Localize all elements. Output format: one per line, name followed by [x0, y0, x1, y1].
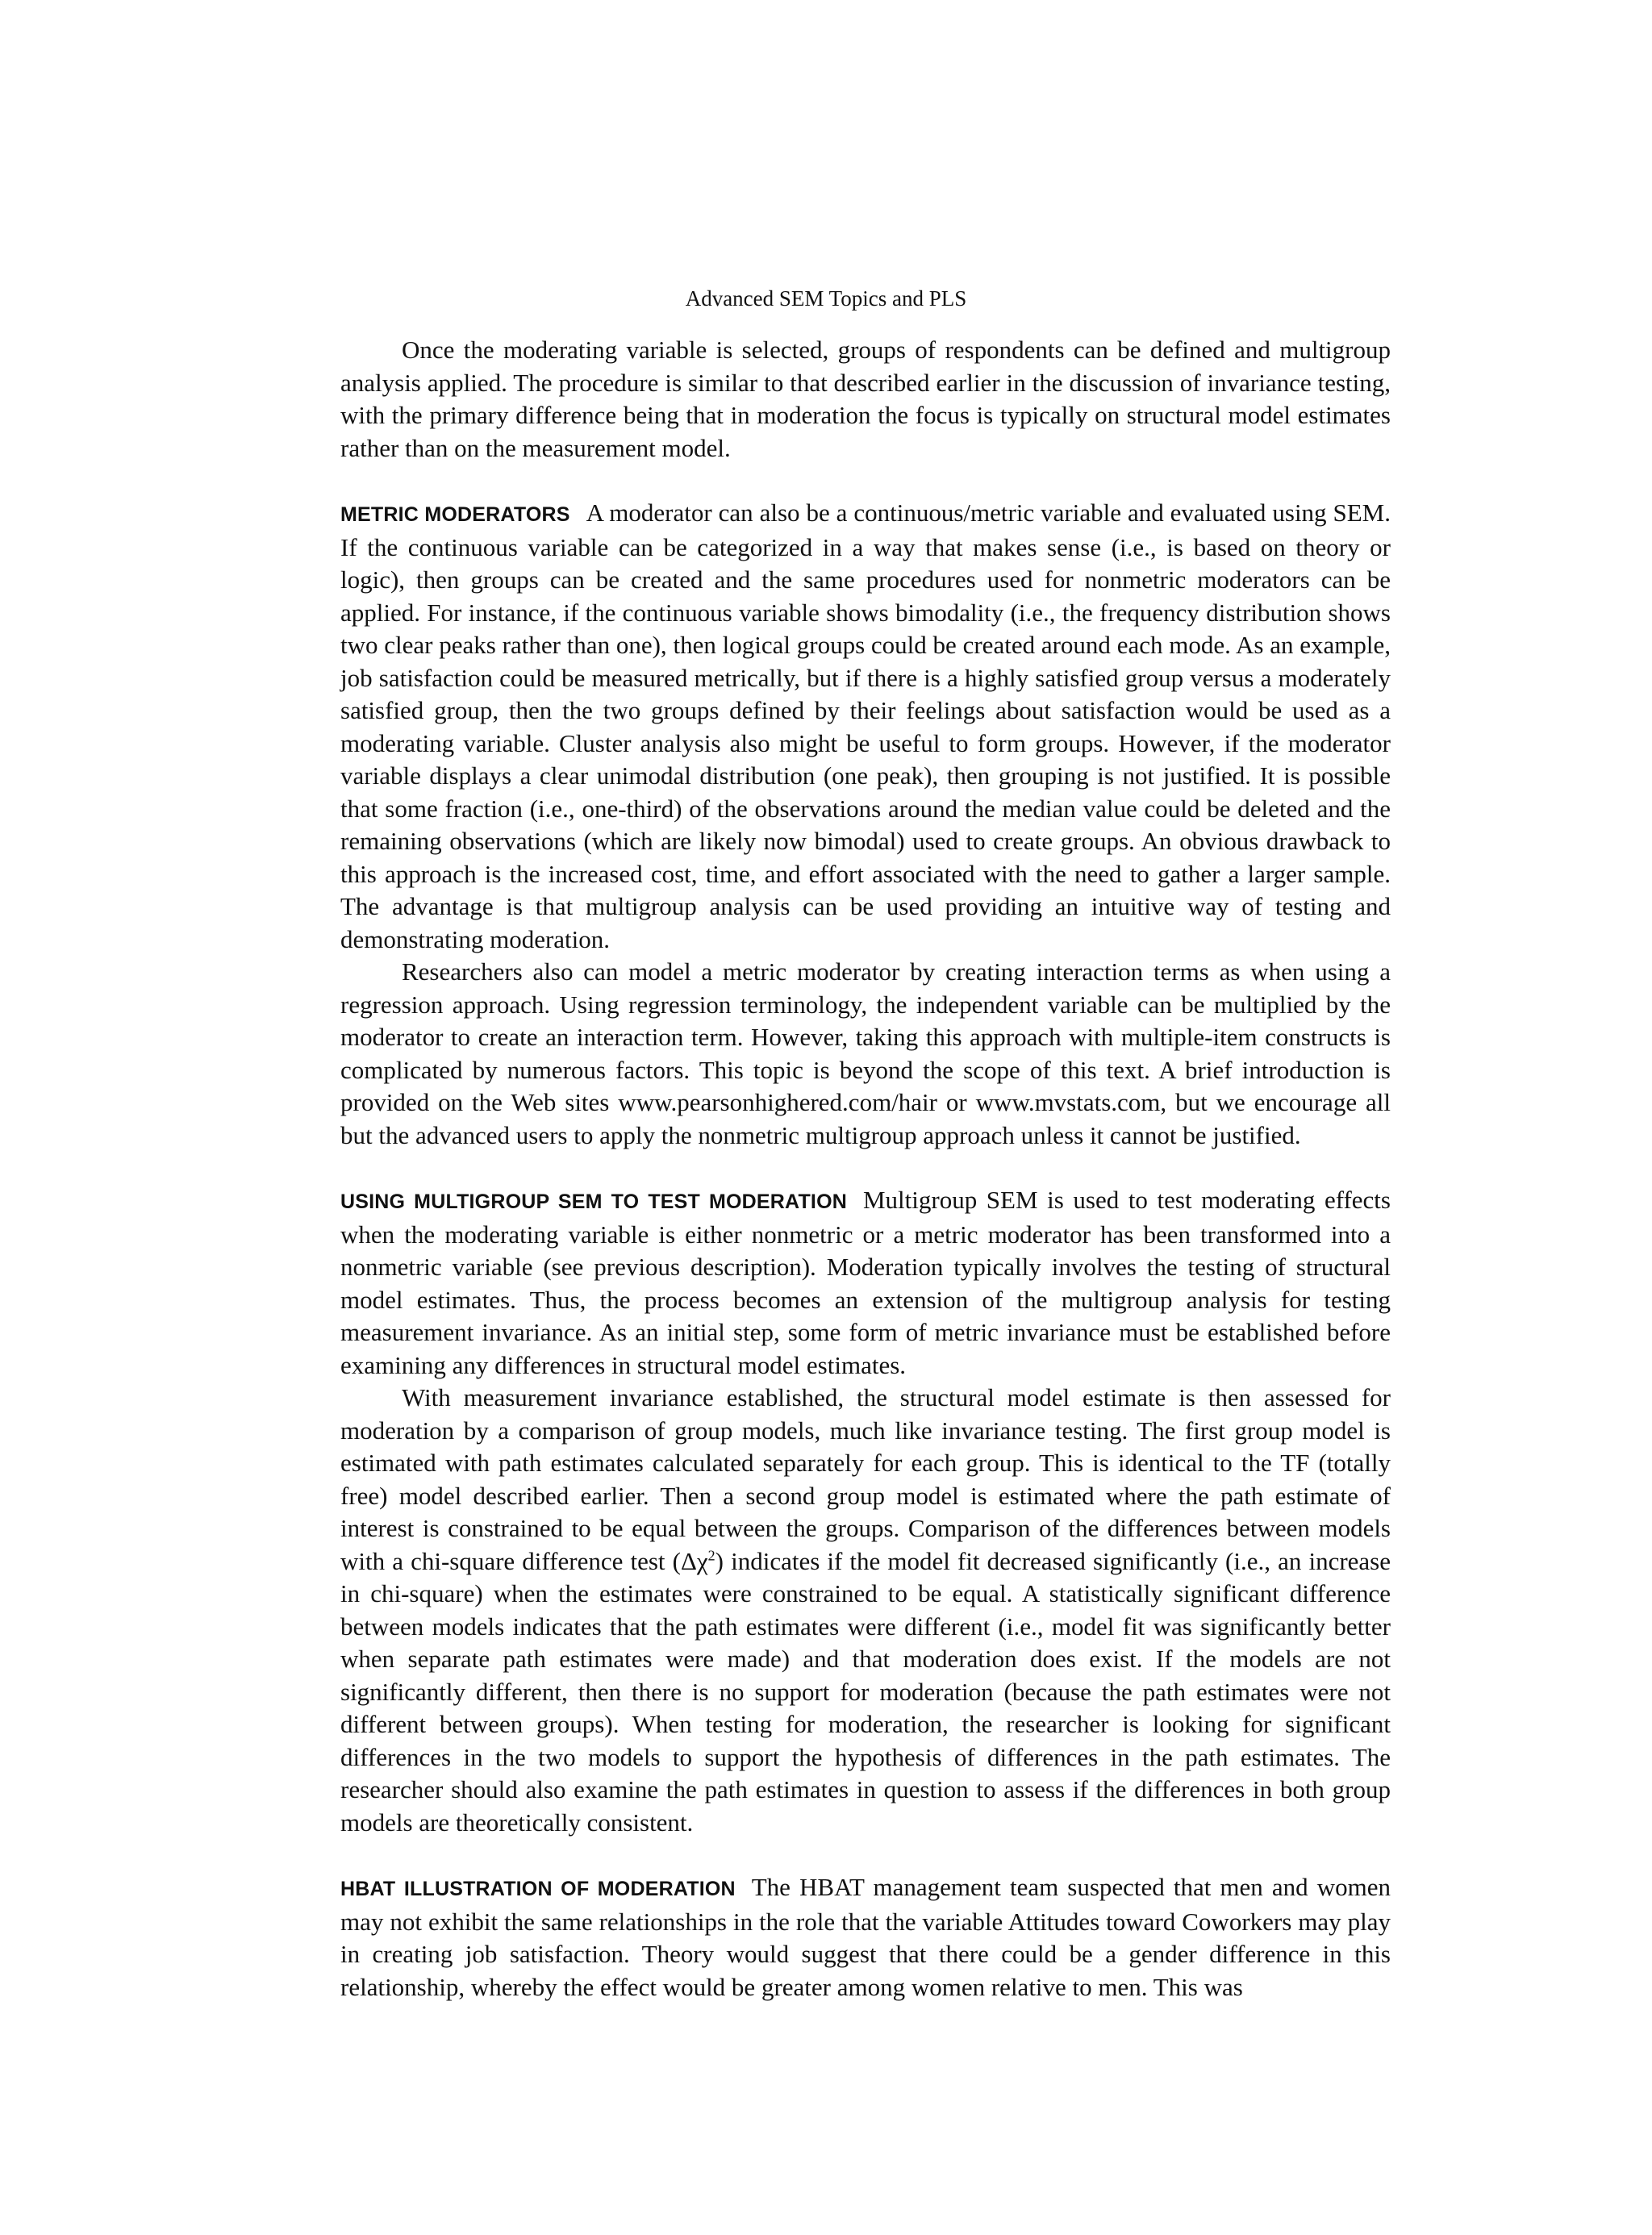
body-text [340, 334, 1391, 2004]
paragraph-metric-moderators [340, 497, 1391, 956]
invariance-text-start: With measurement invariance established, the structural model estimate is then assessed for moderation by a comparison of group models, much like invariance testing. The first group model is estimated with path estimates calculated separately for each group. This is identical to the TF (totally free) model described earlier. Then a second group model is estimated where the path estimate of interest is constrained to be equal between the groups. Comparison of the differences between models with a chi-square difference test ( [340, 1383, 1391, 1575]
section-heading-hbat-illustration: HBAT ILLUSTRATION OF MODERATION [340, 1878, 736, 1900]
paragraph-hbat-illustration [340, 1871, 1391, 2004]
delta-chi-symbol: Δχ [680, 1546, 708, 1575]
hbat-illustration-text: The HBAT management team suspected that men and women may not exhibit the same relationships in the role that the variable Attitudes toward Coworkers may play in creating job satisfaction. Theory would suggest that there could be a gender difference in this relationship, whereby the effect would be greater among women relative to men. This was [340, 1873, 1391, 2001]
metric-moderators-text: A moderator can also be a continuous/metric variable and evaluated using SEM. If the continuous variable can be categorized in a way that makes sense (i.e., is based on theory or logic), then groups can be created and the same procedures used for nonmetric moderators can be applied. For instance, if the continuous variable shows bimodality (i.e., the frequency distribution shows two clear peaks rather than one), then logical groups could be created around each mode. As an example, job satisfaction could be measured metrically, but if there is a highly satisfied group versus a moderately satisfied group, then the two groups defined by their feelings about satisfaction would be used as a moderating variable. Cluster analysis also might be useful to form groups. However, if the moderator variable displays a clear unimodal distribution (one peak), then grouping is not justified. It is possible that some fraction (i.e., one-third) of the observations around the median value could be deleted and the remaining observations (which are likely now bimodal) used to create groups. An obvious drawback to this approach is the increased cost, time, and effort associated with the need to gather a larger sample. The advantage is that multigroup analysis can be used providing an intuitive way of testing and demonstrating moderation. [340, 498, 1391, 953]
chi-square-superscript: 2 [707, 1547, 715, 1564]
paragraph-interaction-terms: Researchers also can model a metric moderator by creating interaction terms as when using a regression approach. Using regression terminology, the independent variable can be multiplied by the moderator to create an interaction term. However, taking this approach with multiple-item constructs is complicated by numerous factors. This topic is beyond the scope of this text. A brief introduction is provided on the Web sites www.pearsonhighered.com/hair or www.mvstats.com, but we encourage all but the advanced users to apply the nonmetric multigroup approach unless it cannot be justified. [340, 957, 1391, 1149]
paragraph-multigroup-sem [340, 1184, 1391, 1382]
multigroup-sem-text: Multigroup SEM is used to test moderating effects when the moderating variable is either nonmetric or a metric moderator has been transformed into a nonmetric variable (see previous description). Moderation typically involves the testing of structural model estimates. Thus, the process becomes an extension of the multigroup analysis for testing measurement invariance. As an initial step, some form of metric invariance must be established before examining any differences in structural model estimates. [340, 1186, 1391, 1379]
paragraph-measurement-invariance [340, 1382, 1391, 1839]
running-head: Advanced SEM Topics and PLS [685, 286, 967, 311]
section-heading-multigroup-sem: USING MULTIGROUP SEM TO TEST MODERATION [340, 1190, 847, 1213]
paragraph-intro: Once the moderating variable is selected, groups of respondents can be defined and multigroup analysis applied. The procedure is similar to that described earlier in the discussion of invariance testing, with the primary difference being that in moderation the focus is typically on structural model estimates rather than on the measurement model. [340, 336, 1391, 462]
section-heading-metric-moderators: METRIC MODERATORS [340, 503, 570, 526]
invariance-text-end: ) indicates if the model fit decreased significantly (i.e., an increase in chi-square) when the estimates were constrained to be equal. A statistically significant difference between models indicates that the path estimates were different (i.e., model fit was significantly better when separate path estimates were made) and that moderation does exist. If the models are not significantly different, then there is no support for moderation (because the path estimates were not different between groups). When testing for moderation, the researcher is looking for significant differences in the two models to support the hypothesis of differences in the path estimates. The researcher should also examine the path estimates in question to assess if the differences in both group models are theoretically consistent. [340, 1546, 1391, 1837]
